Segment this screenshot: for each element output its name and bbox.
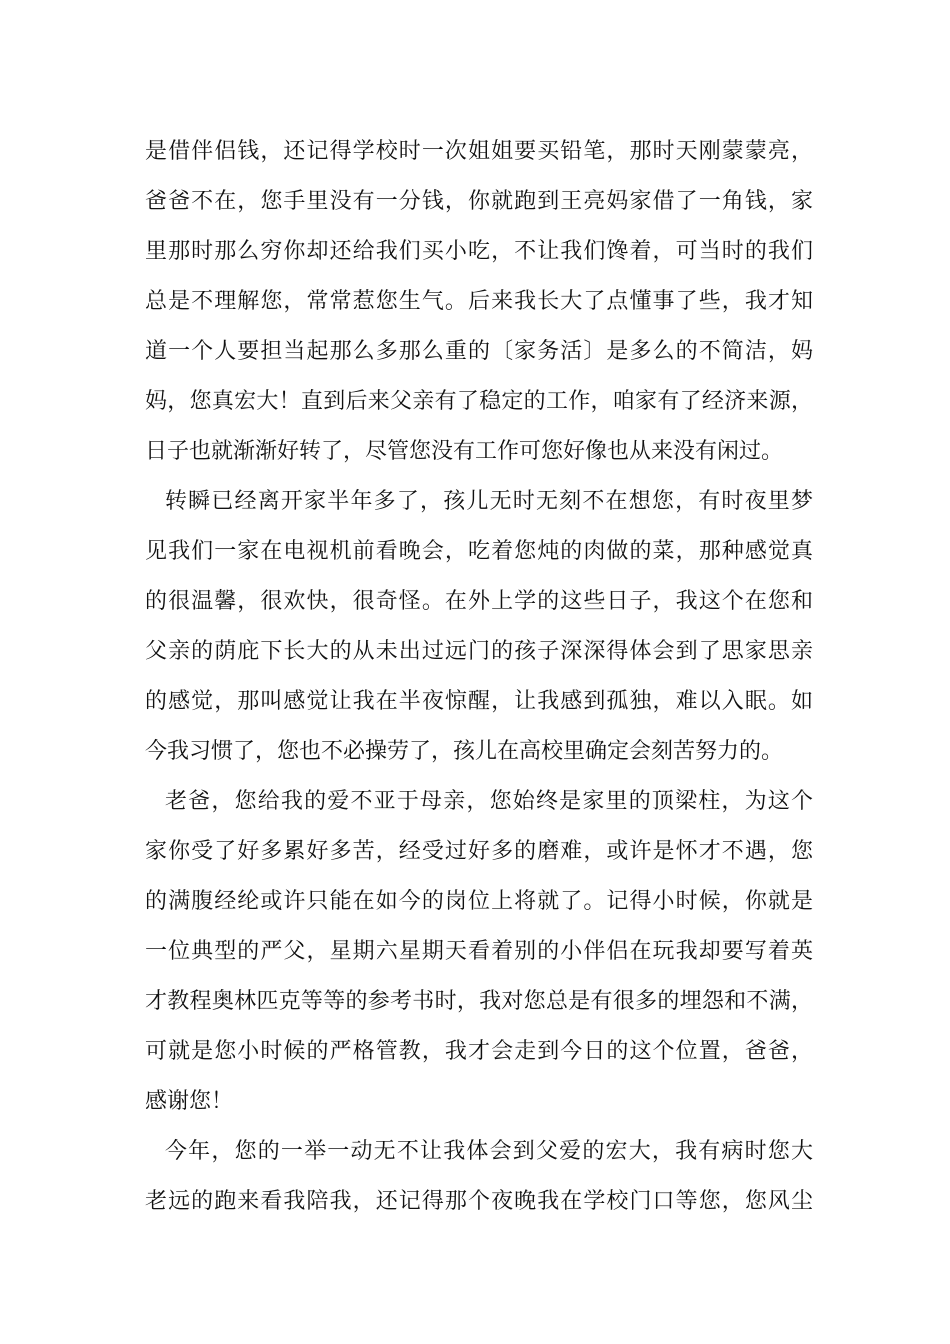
text-line: 今我习惯了，您也不必操劳了，孩儿在高校里确定会刻苦努力的。 — [145, 739, 784, 764]
text-line: 老远的跑来看我陪我，还记得那个夜晚我在学校门口等您，您风尘 — [145, 1189, 813, 1214]
text-line: 是借伴侣钱，还记得学校时一次姐姐要买铅笔，那时天刚蒙蒙亮， — [145, 139, 813, 164]
text-line: 老爸，您给我的爱不亚于母亲，您始终是家里的顶梁柱，为这个 — [165, 789, 813, 814]
text-line: 一位典型的严父，星期六星期天看着别的小伴侣在玩我却要写着英 — [145, 939, 813, 964]
text-line: 里那时那么穷你却还给我们买小吃，不让我们馋着，可当时的我们 — [145, 239, 813, 264]
text-line: 爸爸不在，您手里没有一分钱，你就跑到王亮妈家借了一角钱，家 — [145, 189, 813, 214]
text-line: 妈，您真宏大！直到后来父亲有了稳定的工作，咱家有了经济来源， — [145, 389, 813, 414]
text-line: 父亲的荫庇下长大的从未出过远门的孩子深深得体会到了思家思亲 — [145, 639, 813, 664]
body-text — [0, 127, 950, 1227]
text-line: 的满腹经纶或许只能在如今的岗位上将就了。记得小时候，你就是 — [145, 889, 813, 914]
text-line: 日子也就渐渐好转了，尽管您没有工作可您好像也从来没有闲过。 — [145, 439, 784, 464]
text-line: 才教程奥林匹克等等的参考书时，我对您总是有很多的埋怨和不满， — [145, 989, 813, 1014]
text-line: 感谢您！ — [145, 1089, 234, 1114]
text-line: 总是不理解您，常常惹您生气。后来我长大了点懂事了些，我才知 — [145, 289, 813, 314]
text-line: 今年，您的一举一动无不让我体会到父爱的宏大，我有病时您大 — [165, 1139, 813, 1164]
text-line: 可就是您小时候的严格管教，我才会走到今日的这个位置，爸爸， — [145, 1039, 813, 1064]
text-line: 转瞬已经离开家半年多了，孩儿无时无刻不在想您，有时夜里梦 — [165, 489, 813, 514]
text-line: 道一个人要担当起那么多那么重的〔家务活〕是多么的不简洁，妈 — [145, 339, 813, 364]
text-line: 见我们一家在电视机前看晚会，吃着您炖的肉做的菜，那种感觉真 — [145, 539, 813, 564]
text-line: 的很温馨，很欢快，很奇怪。在外上学的这些日子，我这个在您和 — [145, 589, 813, 614]
text-line: 的感觉，那叫感觉让我在半夜惊醒，让我感到孤独，难以入眠。如 — [145, 689, 813, 714]
text-line: 家你受了好多累好多苦，经受过好多的磨难，或许是怀才不遇，您 — [145, 839, 813, 864]
